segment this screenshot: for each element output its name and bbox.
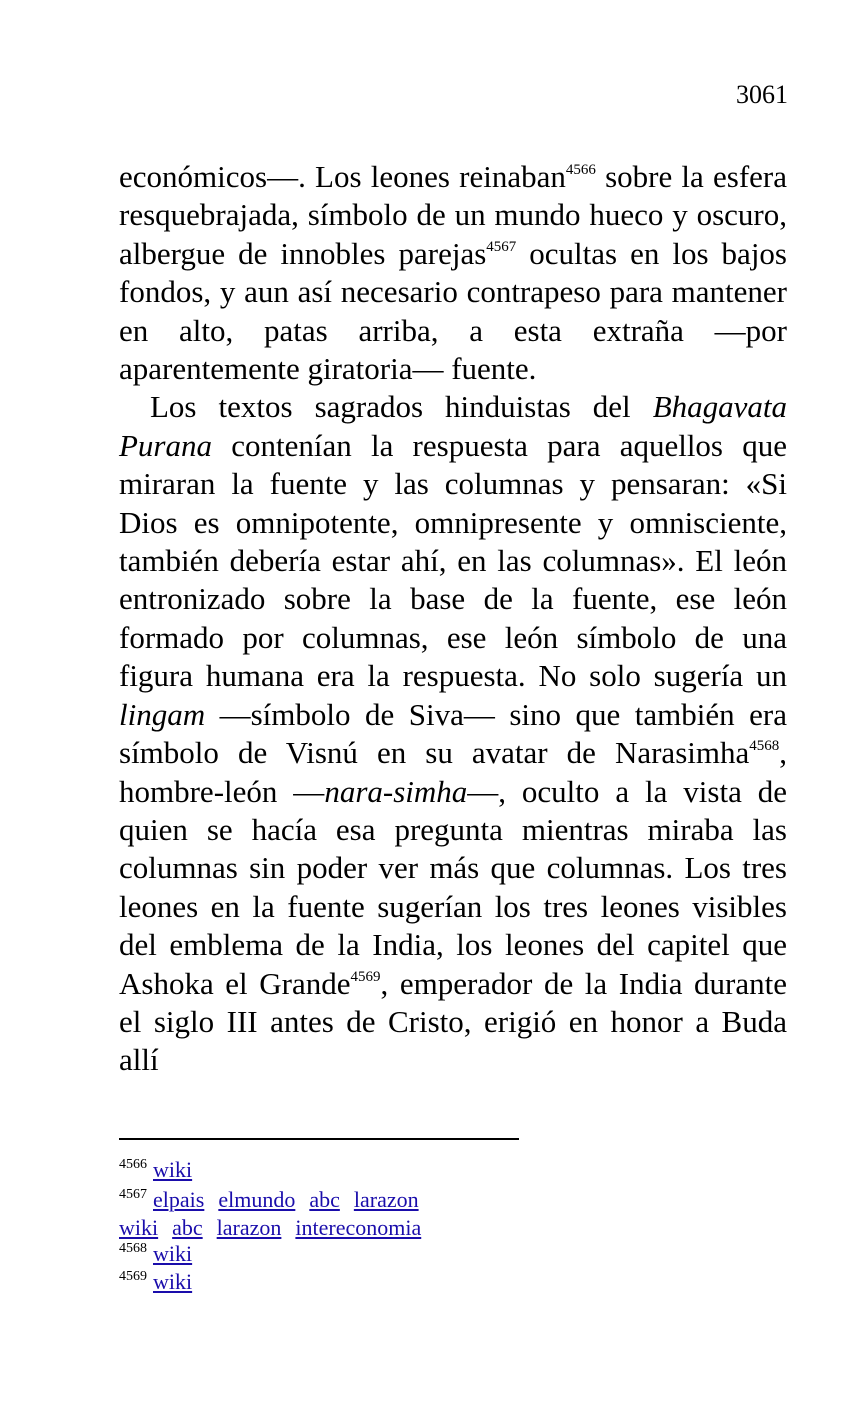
text-run: económicos—. Los leones reinaban bbox=[119, 159, 566, 194]
text-run: , hombre-león — bbox=[119, 735, 787, 809]
footnote-number: 4568 bbox=[119, 1241, 147, 1256]
footnote-link-abc[interactable]: abc bbox=[172, 1215, 203, 1240]
text-run: —símbolo de Siva— sino que también era símbolo de Visnú en su avatar de Narasimha bbox=[119, 696, 787, 771]
paragraph-1 bbox=[119, 158, 787, 388]
footnote-ref-4566: 4566 bbox=[565, 162, 596, 178]
text-run: —, oculto a la vista de quien se hacía esa pregunta mientras miraba las columnas sin poder ver más que columnas. Los tres leones en la fuente sugerían los tres leones visibles del emblema de la India, los leones del capitel que Ashoka el Grande bbox=[119, 773, 787, 1001]
page-number: 3061 bbox=[736, 80, 788, 109]
text-run: ocultas en los bajos fondos, y aun así necesario contrapeso para mantener en alto, patas arriba, a esta extraña —por aparentemente giratoria— fuente. bbox=[119, 235, 787, 387]
footnote-4567-cont bbox=[119, 1215, 539, 1241]
footnote-ref-4567: 4567 bbox=[486, 238, 517, 255]
footnote-link-wiki[interactable]: wiki bbox=[153, 1269, 193, 1294]
footnote-link-intereconomia[interactable]: intereconomia bbox=[295, 1215, 422, 1240]
footnote-number: 4569 bbox=[119, 1269, 147, 1284]
footnote-link-abc[interactable]: abc bbox=[309, 1187, 340, 1212]
footnotes bbox=[119, 1155, 539, 1297]
footnote-link-elmundo[interactable]: elmundo bbox=[218, 1187, 296, 1212]
footnote-4569 bbox=[119, 1267, 539, 1297]
footnote-link-wiki[interactable]: wiki bbox=[153, 1157, 193, 1182]
paragraph-2 bbox=[119, 388, 787, 1079]
footnote-link-wiki[interactable]: wiki bbox=[153, 1241, 193, 1266]
footnote-4568 bbox=[119, 1241, 539, 1267]
footnote-link-larazon[interactable]: larazon bbox=[353, 1187, 419, 1212]
footnote-number: 4567 bbox=[119, 1187, 147, 1202]
text-run: sobre la esfera resquebrajada, símbolo de un mundo hueco y oscuro, albergue de innobles parejas bbox=[119, 159, 787, 271]
text-run: , emperador de la India durante el siglo III antes de Cristo, erigió en honor a Buda allí bbox=[119, 965, 788, 1078]
footnote-ref-4569: 4569 bbox=[350, 968, 381, 985]
body-text bbox=[119, 158, 787, 1080]
footnote-divider bbox=[119, 1138, 519, 1140]
italic-text: lingam bbox=[119, 696, 206, 732]
footnote-number: 4566 bbox=[119, 1157, 147, 1172]
italic-text: nara-simha bbox=[324, 773, 468, 809]
footnote-ref-4568: 4568 bbox=[749, 738, 780, 755]
footnote-4567 bbox=[119, 1185, 539, 1215]
footnote-4566 bbox=[119, 1155, 539, 1185]
footnote-link-elpais[interactable]: elpais bbox=[153, 1187, 205, 1212]
footnote-link-larazon[interactable]: larazon bbox=[216, 1215, 282, 1240]
text-run: contenían la respuesta para aquellos que miraran la fuente y las columnas y pensaran: «Si Dios es omnipotente, omnipresente y omnisciente, también debería estar ahí, en las columnas». El león entronizado sobre la base de la fuente, ese león formado por columnas, ese león símbolo de una figura humana era la respuesta. No solo sugería un bbox=[119, 427, 787, 694]
text-run: Los textos sagrados hinduistas del bbox=[150, 389, 653, 425]
footnote-link-wiki[interactable]: wiki bbox=[119, 1215, 159, 1240]
italic-text: Bhagavata Purana bbox=[119, 389, 787, 463]
